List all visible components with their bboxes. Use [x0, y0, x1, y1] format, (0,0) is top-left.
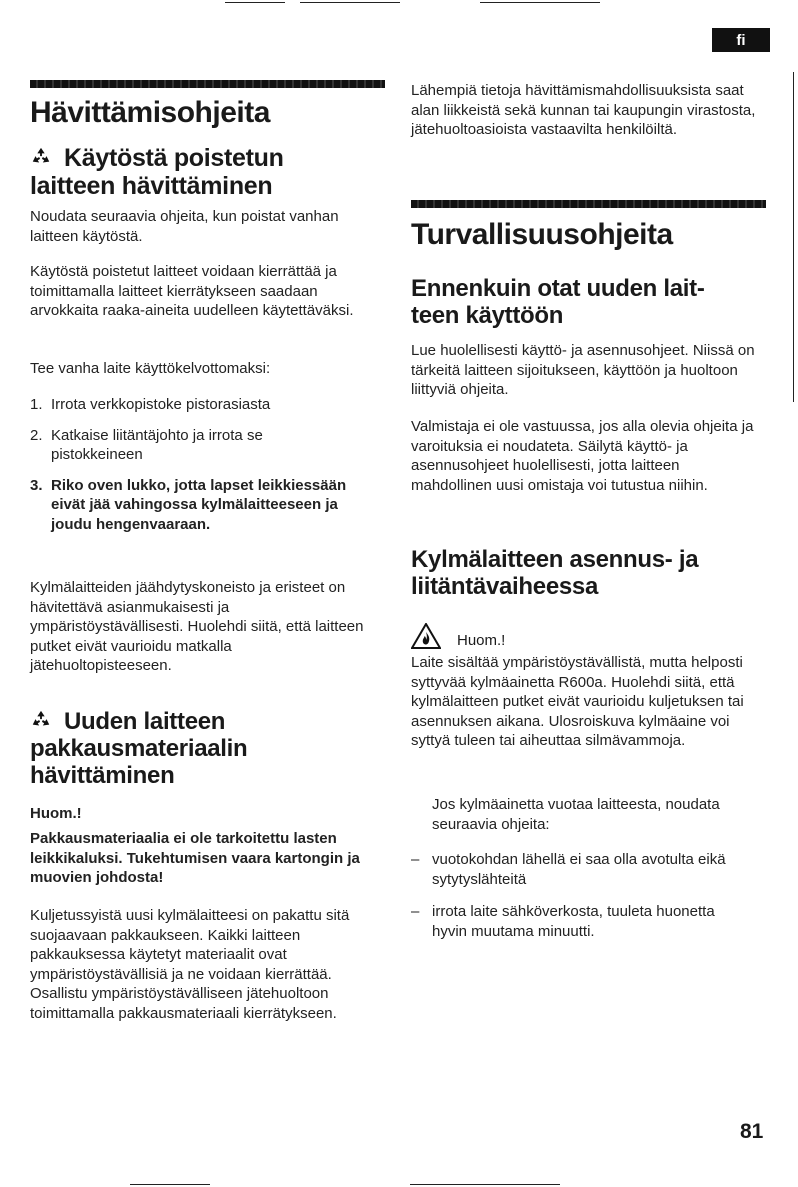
subheading-line: pakkausmateriaalin [30, 735, 248, 762]
top-edge-line [480, 2, 600, 3]
section-rule [411, 200, 766, 208]
list-item [411, 850, 751, 889]
dash-mark: – [411, 851, 420, 868]
page-number: 81 [740, 1120, 764, 1143]
top-edge-line [225, 2, 285, 3]
paragraph: Jos kylmäainetta vuotaa laitteesta, noudata seuraavia ohjeita: [432, 796, 720, 833]
step-number: 3. [30, 476, 43, 494]
list-item [30, 395, 370, 415]
subheading-line: liitäntävaiheessa [411, 573, 599, 600]
subheading-line: Kylmälaitteen asennus- ja [411, 546, 699, 573]
subheading-installation [411, 546, 771, 600]
subheading-line: hävittäminen [30, 762, 175, 789]
paragraph: Noudata seuraavia ohjeita, kun poistat vanhan laitteen käytöstä. [30, 208, 339, 245]
subheading-before-use [411, 275, 771, 329]
bottom-edge-line [130, 1184, 210, 1185]
dash-text: irrota laite sähköverkosta, tuuleta huonetta hyvin muutama minuutti. [432, 903, 715, 940]
recycle-icon [30, 146, 52, 168]
dash-text: vuotokohdan lähellä ei saa olla avotulta eikä sytytyslähteitä [432, 851, 726, 888]
note-label: Huom.! [30, 805, 82, 822]
subheading-line: Uuden laitteen [64, 708, 226, 735]
step-number: 1. [30, 396, 43, 413]
packaging-warning: Pakkausmateriaalia ei ole tarkoitettu lasten leikkikaluksi. Tukehtumisen vaara kartongin ja muovien johdosta! [30, 830, 360, 886]
paragraph: Kuljetussyistä uusi kylmälaitteesi on pakattu sitä suojaavaan pakkaukseen. Kaikki laitteen pakkauksessa käytetyt materiaalit ovat ympäristöystävällisiä ja ne voidaan kierrättää. Osallistu ympäristöystävälliseen jätehuoltoon toimittamalla pakkausmateriaali kierrätykseen. [30, 907, 350, 1022]
list-item [411, 902, 752, 941]
right-margin-line [793, 72, 794, 402]
subheading-line: laitteen hävittäminen [30, 172, 273, 200]
disposal-steps [30, 395, 370, 534]
subheading-packaging [30, 708, 390, 789]
subheading-line: teen käyttöön [411, 302, 564, 329]
paragraph: Käytöstä poistetut laitteet voidaan kierrättää ja toimittamalla laitteet kierrätykseen saadaan arvokkaita raaka-aineita uudelleen käytettäväksi. [30, 263, 354, 319]
list-item [30, 426, 351, 465]
paragraph: Lue huolellisesti käyttö- ja asennusohjeet. Niissä on tärkeitä laitteen sijoitukseen, käyttöön ja huoltoon liittyviä ohjeita. [411, 342, 755, 398]
paragraph: Laite sisältää ympäristöystävällistä, mutta helposti syttyvää kylmäainetta R600a. Huolehdi siitä, että kylmälaitteen putket eivät vaurioidu kuljetuksen tai asennuksen aikana. Ulosroiskuva kylmäaine voi syttyä tuleen tai aiheuttaa silmävammoja. [411, 654, 744, 749]
paragraph: Lähempiä tietoja hävittämismahdollisuuksista saat alan liikkeistä sekä kunnan tai kaupungin virastosta, jätehuoltoasioista vastaavilta henkilöiltä. [411, 82, 756, 138]
warning-label: Huom.! [457, 632, 506, 649]
dash-mark: – [411, 903, 420, 920]
step-number: 2. [30, 426, 43, 444]
flammable-warning-icon [411, 623, 441, 649]
section-title-safety: Turvallisuusohjeita [411, 218, 673, 251]
bottom-edge-line [410, 1184, 560, 1185]
section-rule [30, 80, 385, 88]
list-item [30, 476, 361, 535]
step-text: Riko oven lukko, jotta lapset leikkiessään eivät jää vahingossa kylmälaitteeseen ja joudu hengenvaaraan. [51, 476, 347, 533]
warning-row [411, 622, 505, 649]
paragraph: Kylmälaitteiden jäähdytyskoneisto ja eristeet on hävitettävä asianmukaisesti ja ympäristöystävällisesti. Huolehdi siitä, että laitteen putket eivät vaurioidu matkalla jätehuoltopisteeseen. [30, 579, 364, 674]
paragraph: Valmistaja ei ole vastuussa, jos alla olevia ohjeita ja varoituksia ei noudateta. Säilytä käyttö- ja asennusohjeet huolellisesti, jotta laitteen mahdollinen uusi omistaja voi tutustua niihin. [411, 418, 754, 494]
step-text: Katkaise liitäntäjohto ja irrota se pistokkeineen [51, 426, 263, 463]
step-text: Irrota verkkopistoke pistorasiasta [51, 396, 271, 413]
subheading-line: Ennenkuin otat uuden lait- [411, 275, 705, 302]
leak-instructions [411, 850, 751, 941]
top-edge-line [300, 2, 400, 3]
paragraph: Tee vanha laite käyttökelvottomaksi: [30, 360, 271, 377]
subheading-line: Käytöstä poistetun [64, 144, 284, 172]
section-title-disposal: Hävittämisohjeita [30, 96, 270, 129]
recycle-icon [30, 709, 52, 731]
subheading-old-appliance [30, 144, 390, 200]
language-badge: fi [712, 28, 770, 52]
